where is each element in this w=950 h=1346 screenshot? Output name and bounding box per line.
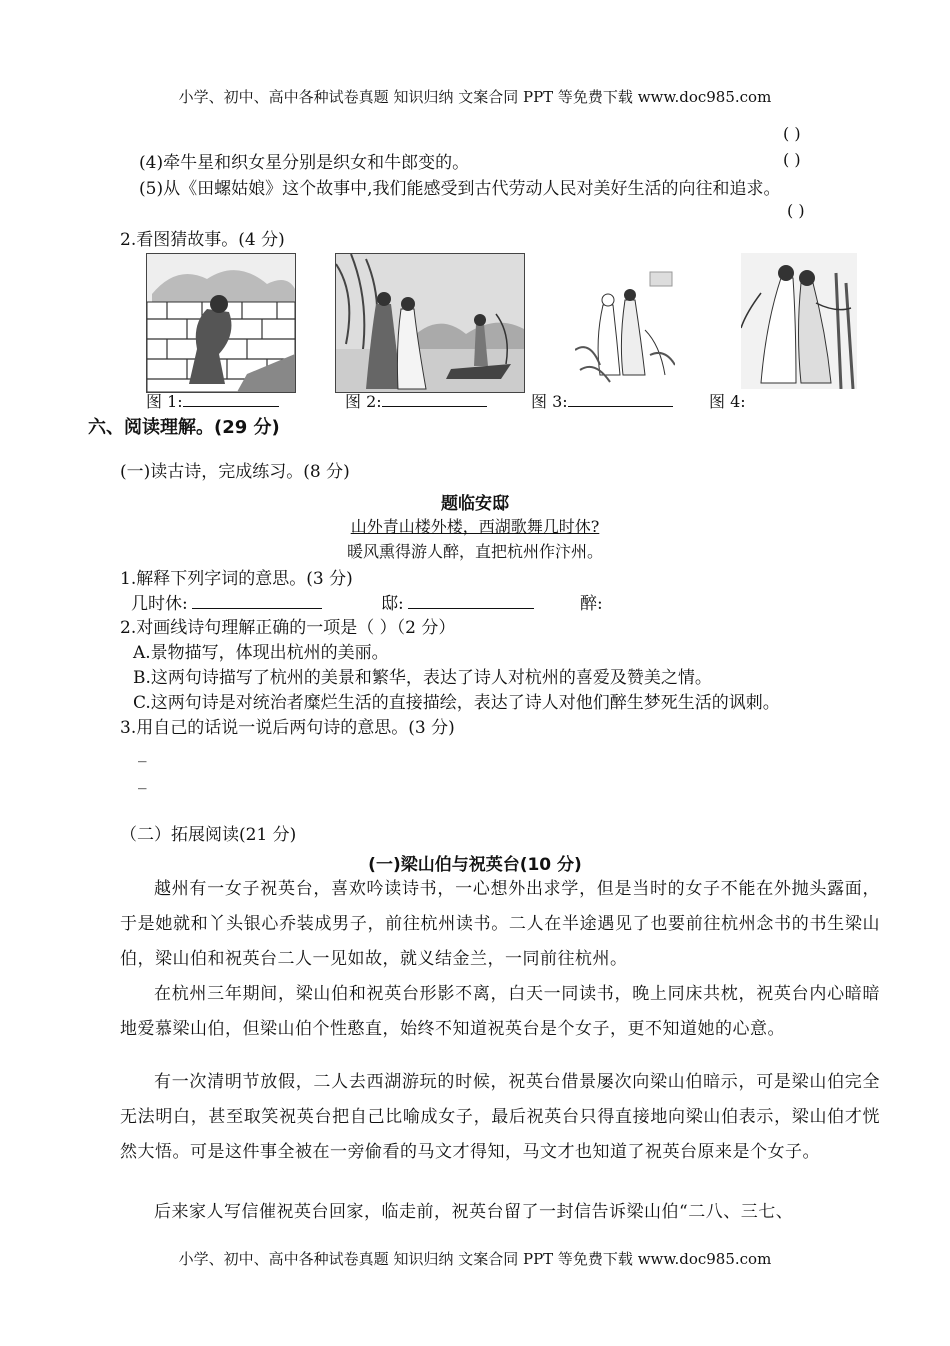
answer-blank[interactable] [382,390,487,407]
story-paragraph: 越州有一女子祝英台，喜欢吟读诗书，一心想外出求学，但是当时的女子不能在外抛头露面，于是她就和丫头银心乔装成男子，前往杭州读书。二人在半途遇见了也要前往杭州念书的书生梁山伯，梁山伯和祝英台二人一见如故，就义结金兰，一同前往杭州。 [120,879,880,969]
story-picture-2 [335,253,525,393]
caption-picture-3: 图 3: [531,389,673,412]
question-1: 1.解释下列字词的意思。(3 分) [120,569,353,589]
page-footer: 小学、初中、高中各种试卷真题 知识归纳 文案合同 PPT 等免费下载 www.doc985.com [178,1250,772,1268]
word-item-2: 邸: [381,589,534,614]
answer-paren: ( ) [783,150,801,169]
caption-picture-1: 图 1: [146,389,279,412]
answer-blank[interactable] [568,390,673,407]
answer-blank[interactable] [183,390,279,407]
story-picture-3 [575,270,675,383]
question-3: 3.用自己的话说一说后两句诗的意思。(3 分) [120,718,455,738]
part2-title: （二）拓展阅读(21 分) [120,825,297,845]
story-picture-4 [741,253,857,389]
question-2: 2.对画线诗句理解正确的一项是（ ）（2 分） [120,618,456,638]
answer-blank[interactable] [192,592,322,609]
section-title: 六、阅读理解。(29 分) [88,417,280,438]
poem-title: 题临安邸 [441,494,509,514]
story-title: (一)梁山伯与祝英台(10 分) [368,855,582,875]
word-item-3: 醉: [580,594,603,614]
guess-story-title: 2.看图猜故事。(4 分) [120,230,285,250]
caption-picture-4: 图 4: [709,392,746,411]
story-paragraph: 有一次清明节放假，二人去西湖游玩的时候，祝英台借景屡次向梁山伯暗示，可是梁山伯完全无法明白，甚至取笑祝英台把自己比喻成女子，最后祝英台只得直接地向梁山伯表示，梁山伯才恍然大悟。可是这件事全被在一旁偷看的马文才得知，马文才也知道了祝英台原来是个女子。 [120,1072,880,1162]
answer-line[interactable]: _ [138,770,147,790]
page-header: 小学、初中、高中各种试卷真题 知识归纳 文案合同 PPT 等免费下载 www.doc985.com [178,88,772,106]
judge-question-4: (4)牵牛星和织女星分别是织女和牛郎变的。 [139,153,470,173]
option-a: A.景物描写，体现出杭州的美丽。 [133,643,389,663]
judge-question-5: (5)从《田螺姑娘》这个故事中,我们能感受到古代劳动人民对美好生活的向往和追求。 [139,179,781,199]
answer-paren: ( ) [787,201,805,220]
story-picture-1 [146,253,296,393]
option-c: C.这两句诗是对统治者糜烂生活的直接描绘，表达了诗人对他们醉生梦死生活的讽刺。 [133,693,780,713]
answer-line[interactable]: _ [138,743,147,763]
option-b: B.这两句诗描写了杭州的美景和繁华，表达了诗人对杭州的喜爱及赞美之情。 [133,668,712,688]
poem-line-1: 山外青山楼外楼，西湖歌舞几时休? [350,517,600,536]
poem-line-2: 暖风熏得游人醉，直把杭州作汴州。 [346,542,603,561]
word-item-1: 几时休: [131,589,322,614]
answer-paren: ( ) [783,124,801,143]
caption-picture-2: 图 2: [345,389,487,412]
answer-blank[interactable] [408,592,534,609]
part1-title: (一)读古诗，完成练习。(8 分) [120,462,350,482]
story-paragraph: 在杭州三年期间，梁山伯和祝英台形影不离，白天一同读书，晚上同床共枕，祝英台内心暗暗地爱慕梁山伯，但梁山伯个性憨直，始终不知道祝英台是个女子，更不知道她的心意。 [120,984,880,1039]
story-paragraph: 后来家人写信催祝英台回家，临走前，祝英台留了一封信告诉梁山伯“二八、三七、 [154,1202,794,1222]
